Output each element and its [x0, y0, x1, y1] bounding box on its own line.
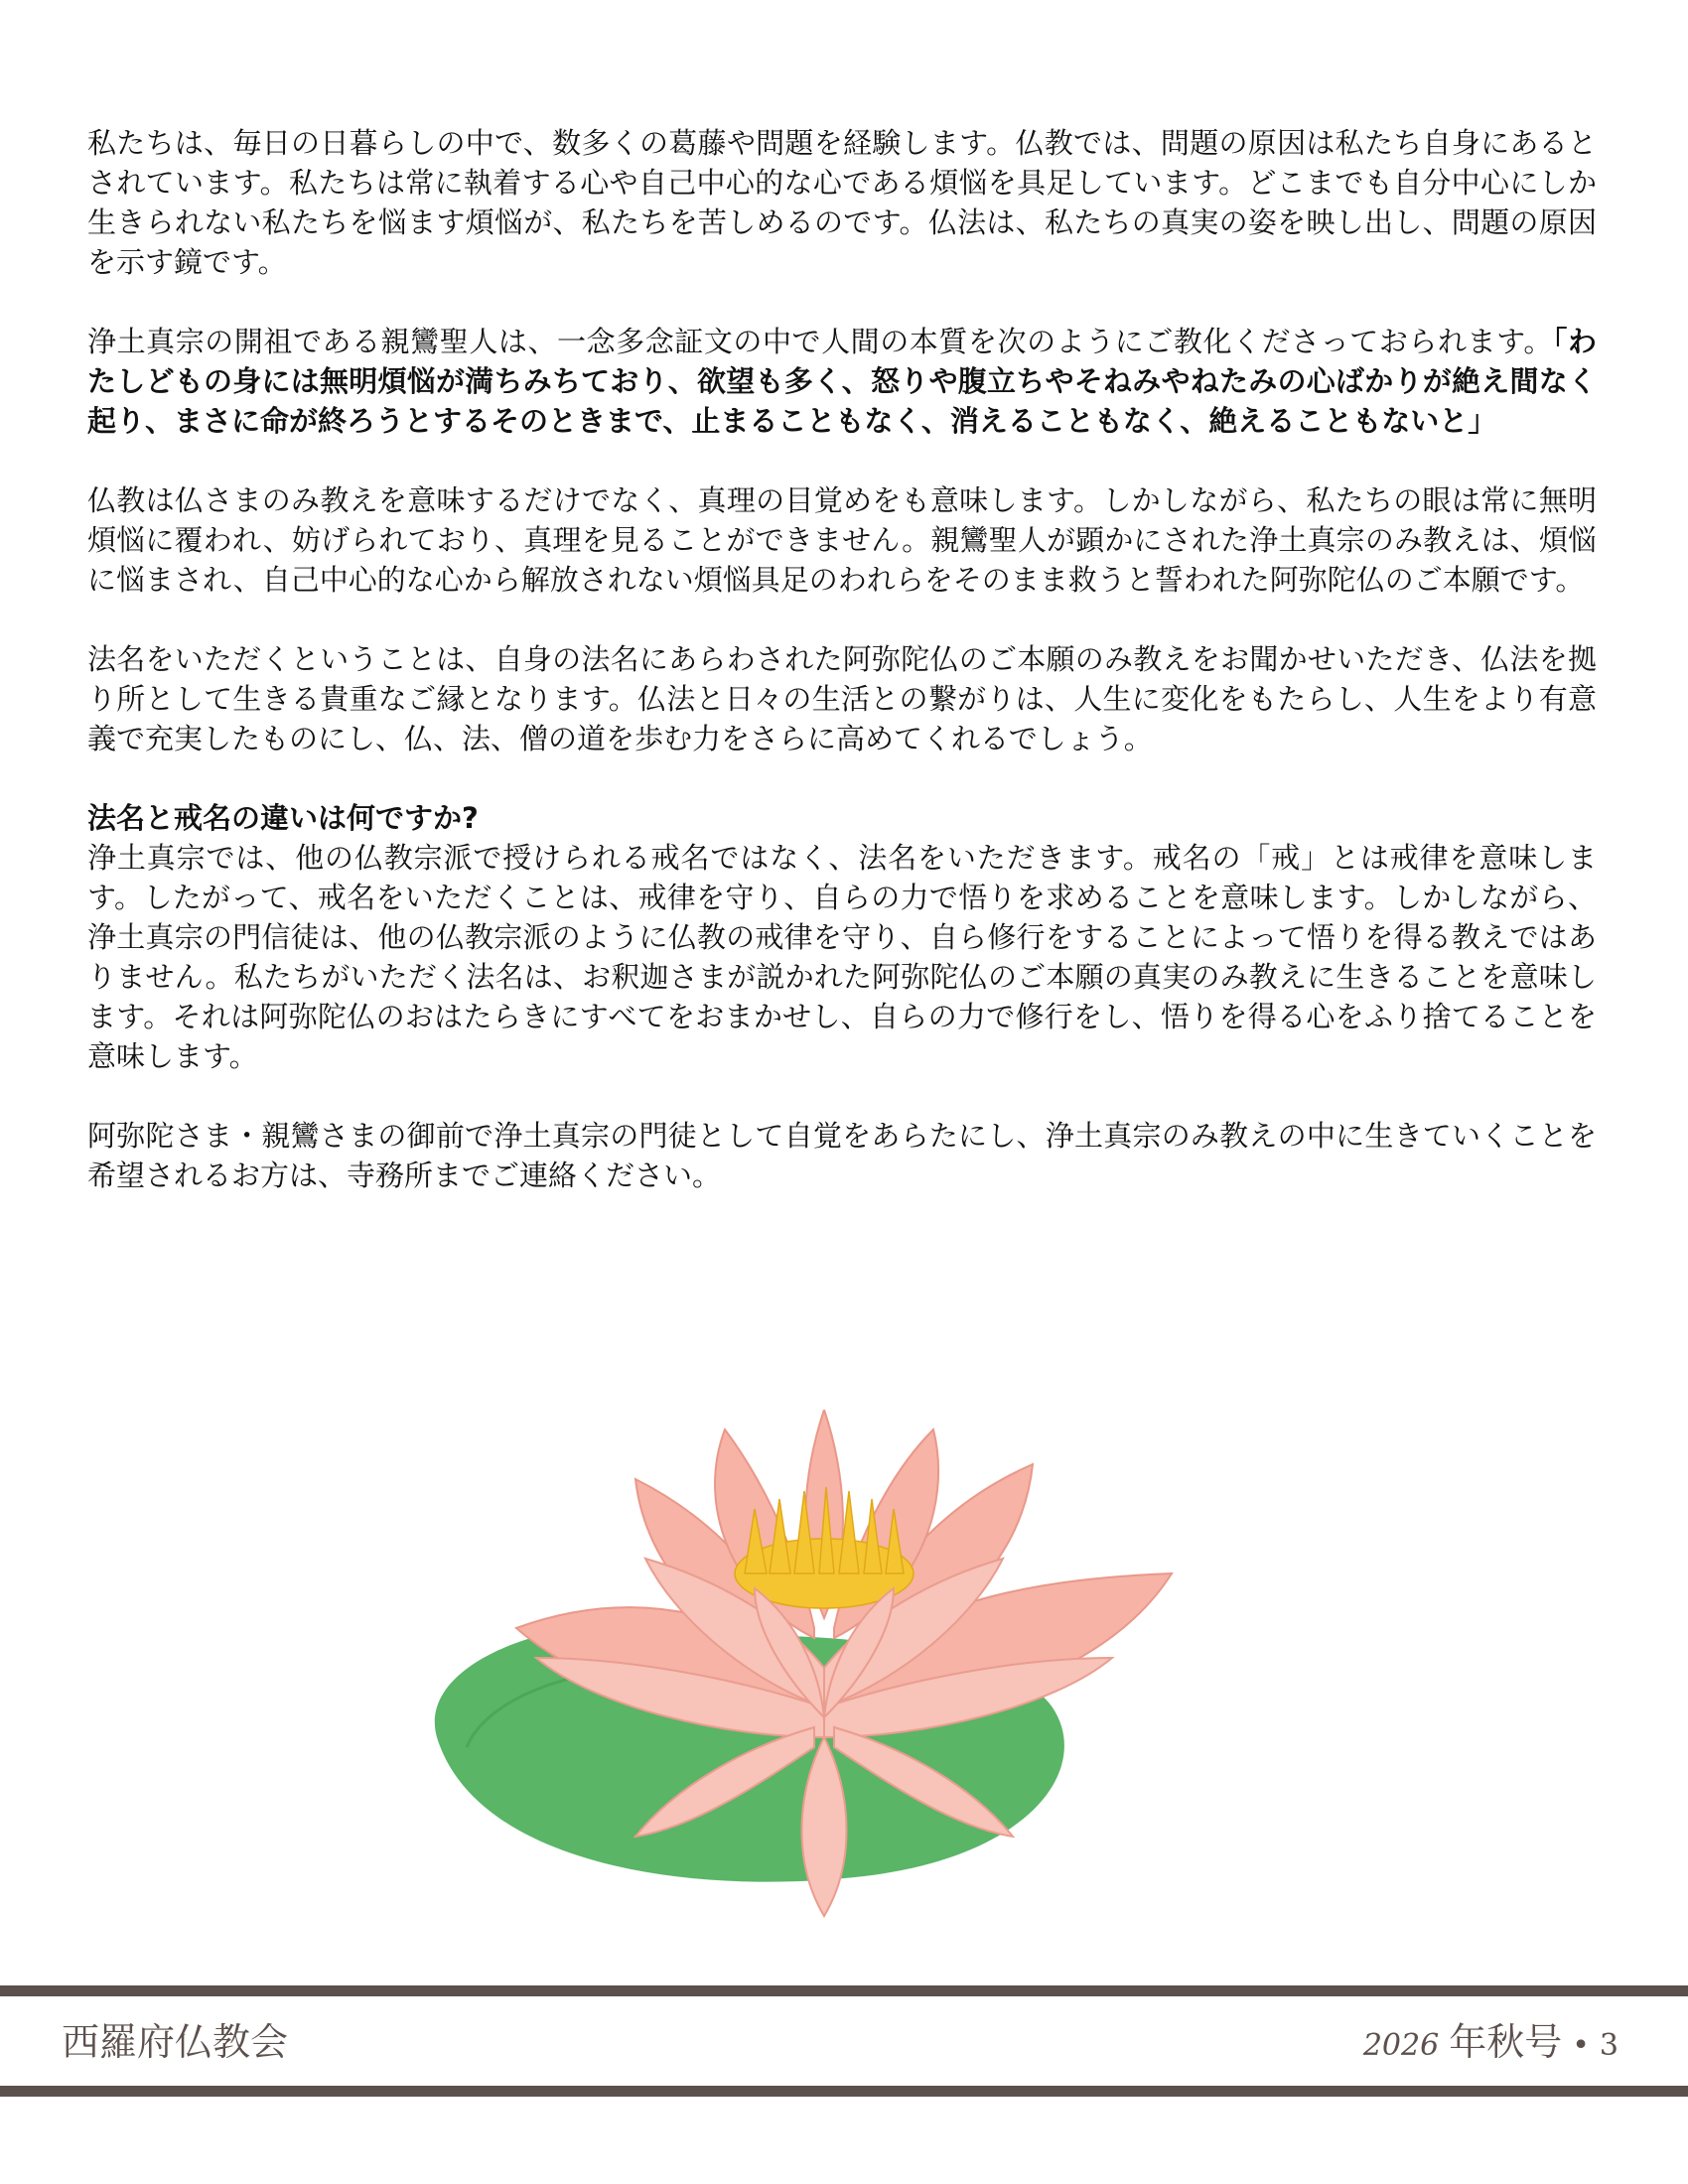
- footer-divider-top: [0, 1985, 1688, 1996]
- page-number: 3: [1599, 2028, 1618, 2063]
- footer-issue-label: 年秋号: [1449, 2020, 1563, 2064]
- footer-separator: •: [1572, 2028, 1590, 2063]
- paragraph-4: 法名をいただくということは、自身の法名にあらわされた阿弥陀仏のご本願のみ教えをお聞かせいただき、仏法を拠り所として生きる貴重なご縁となります。仏法と日々の生活との繋がりは、人生に変化をもたらし、人生をより有意義で充実したものにし、仏、法、僧の道を歩む力をさらに高めてくれるでしょう。: [87, 642, 1597, 755]
- footer-organization: 西羅府仏教会: [62, 2020, 289, 2064]
- footer-divider-bottom: [0, 2086, 1688, 2097]
- paragraph-5: 浄土真宗では、他の仏教宗派で授けられる戒名ではなく、法名をいただきます。戒名の「戒」とは戒律を意味します。したがって、戒名をいただくことは、戒律を守り、自らの力で悟りを求めることを意味します。しかしながら、浄土真宗の門信徒は、他の仏教宗派のように仏教の戒律を守り、自ら修行をすることによって悟りを得る教えではありません。私たちがいただく法名は、お釈迦さまが説かれた阿弥陀仏のご本願の真実のみ教えに生きることを意味します。それは阿弥陀仏のおはたらきにすべてをおまかせし、自らの力で修行をし、悟りを得る心をふり捨てることを意味します。: [87, 841, 1597, 1073]
- section-heading: 法名と戒名の違いは何ですか?: [87, 801, 479, 835]
- lotus-illustration: [397, 1410, 1251, 1926]
- article-body: [87, 123, 1597, 1235]
- paragraph-6: 阿弥陀さま・親鸞さまの御前で浄土真宗の門徒として自覚をあらたにし、浄土真宗のみ教えの中に生きていくことを希望されるお方は、寺務所までご連絡ください。: [87, 1119, 1597, 1192]
- footer-year: 2026: [1362, 2028, 1440, 2063]
- paragraph-2-intro: 浄土真宗の開祖である親鸞聖人は、一念多念証文の中で人間の本質を次のようにご教化くださっておられます。: [87, 325, 1553, 358]
- paragraph-1: 私たちは、毎日の日暮らしの中で、数多くの葛藤や問題を経験します。仏教では、問題の原因は私たち自身にあるとされています。私たちは常に執着する心や自己中心的な心である煩悩を具足しています。どこまでも自分中心にしか生きられない私たちを悩ます煩悩が、私たちを苦しめるのです。仏法は、私たちの真実の姿を映し出し、問題の原因を示す鏡です。: [87, 126, 1597, 279]
- paragraph-3: 仏教は仏さまのみ教えを意味するだけでなく、真理の目覚めをも意味します。しかしながら、私たちの眼は常に無明煩悩に覆われ、妨げられており、真理を見ることができません。親鸞聖人が顕かにされた浄土真宗のみ教えは、煩悩に悩まされ、自己中心的な心から解放されない煩悩具足のわれらをそのまま救うと誓われた阿弥陀仏のご本願です。: [87, 483, 1597, 597]
- shinran-quote: 「わたしどもの身には無明煩悩が満ちみちており、欲望も多く、怒りや腹立ちやそねみやねたみの心ばかりが絶え間なく起り、まさに命が終ろうとするそのときまで、止まることもなく、消えることもなく、絶えることもないと」: [87, 325, 1597, 438]
- paragraph-2: [87, 322, 1597, 441]
- footer-issue: [1363, 2011, 1618, 2066]
